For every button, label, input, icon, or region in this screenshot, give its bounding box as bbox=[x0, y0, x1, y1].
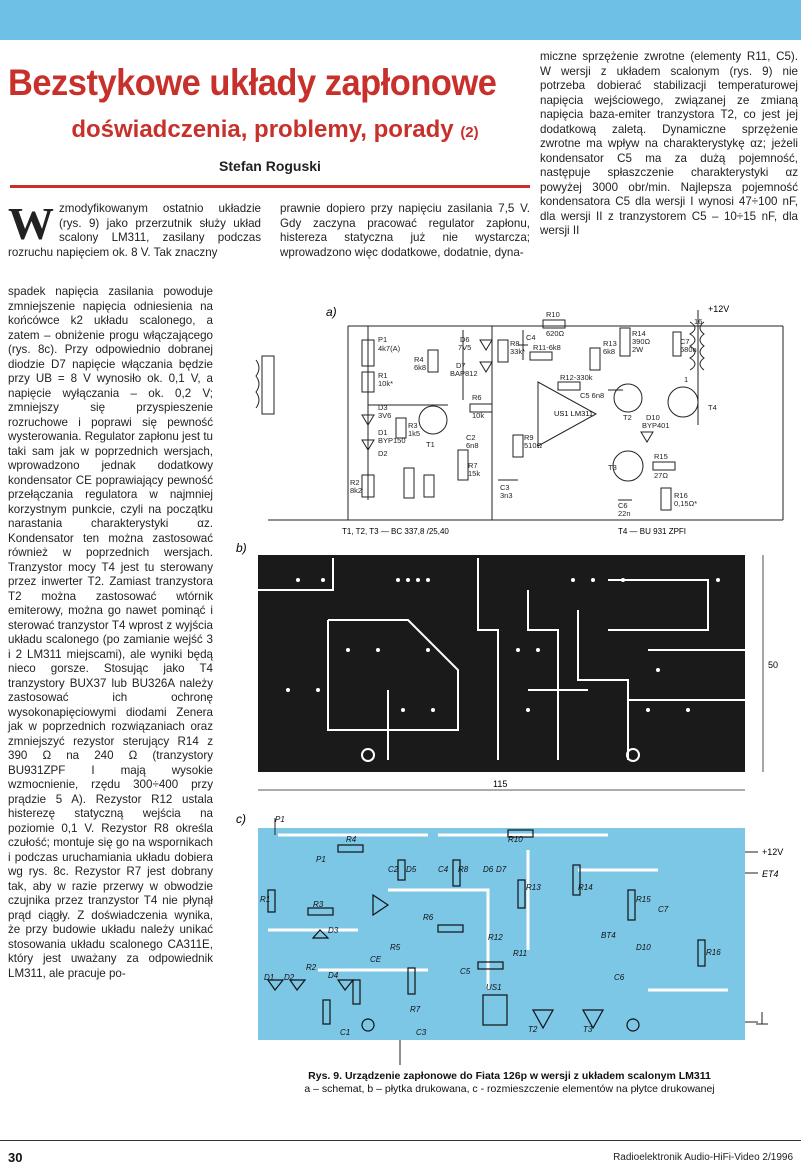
figure-svg bbox=[228, 290, 798, 1105]
svg-text:3n3: 3n3 bbox=[500, 491, 513, 500]
svg-text:8k2: 8k2 bbox=[350, 486, 363, 495]
svg-text:C2: C2 bbox=[388, 865, 399, 874]
svg-text:R13: R13 bbox=[526, 883, 541, 892]
svg-text:22n: 22n bbox=[618, 509, 631, 518]
svg-text:R3: R3 bbox=[313, 900, 324, 909]
svg-text:15k: 15k bbox=[468, 469, 481, 478]
svg-text:D5: D5 bbox=[406, 865, 417, 874]
svg-text:C5 6n8: C5 6n8 bbox=[580, 391, 605, 400]
svg-text:C3: C3 bbox=[500, 483, 510, 492]
svg-text:C3: C3 bbox=[416, 1028, 427, 1037]
label-c: c) bbox=[236, 812, 246, 826]
svg-text:CE: CE bbox=[370, 955, 382, 964]
journal-name: Radioelektronik Audio-HiFi-Video 2/1996 bbox=[613, 1152, 793, 1163]
svg-text:T4: T4 bbox=[708, 403, 717, 412]
svg-text:R5: R5 bbox=[390, 943, 401, 952]
svg-text:R12: R12 bbox=[488, 933, 503, 942]
column-1-intro bbox=[8, 198, 261, 260]
svg-text:R6: R6 bbox=[423, 913, 434, 922]
label-a: a) bbox=[326, 305, 337, 319]
svg-text:D1: D1 bbox=[378, 428, 388, 437]
page-number: 30 bbox=[8, 1150, 23, 1165]
svg-text:BYP401: BYP401 bbox=[642, 421, 670, 430]
svg-text:R4: R4 bbox=[414, 355, 424, 364]
supply-a: +12V bbox=[708, 304, 730, 314]
column-3 bbox=[540, 50, 798, 239]
author: Stefan Roguski bbox=[219, 158, 321, 174]
title-rule bbox=[10, 185, 530, 188]
svg-text:T2: T2 bbox=[623, 413, 632, 422]
svg-text:D3: D3 bbox=[378, 403, 388, 412]
subtitle-text: doświadczenia, problemy, porady bbox=[71, 116, 454, 143]
svg-text:T1: T1 bbox=[426, 440, 435, 449]
svg-text:0,15Ω*: 0,15Ω* bbox=[674, 499, 698, 508]
svg-text:2W: 2W bbox=[632, 345, 644, 354]
transistor-note-1: T1, T2, T3 — BC 337,8 /25,40 bbox=[342, 527, 449, 536]
svg-text:R16: R16 bbox=[674, 491, 688, 500]
svg-text:BAP812: BAP812 bbox=[450, 369, 478, 378]
svg-text:R8: R8 bbox=[510, 339, 520, 348]
svg-text:US1: US1 bbox=[486, 983, 502, 992]
svg-text:1: 1 bbox=[684, 375, 689, 384]
et4-label: ET4 bbox=[762, 869, 779, 879]
svg-text:7V5: 7V5 bbox=[458, 343, 472, 352]
svg-text:D6: D6 bbox=[483, 865, 494, 874]
svg-text:D1: D1 bbox=[264, 973, 275, 982]
svg-text:10k*: 10k* bbox=[378, 379, 394, 388]
svg-text:27Ω: 27Ω bbox=[654, 471, 668, 480]
dim-width: 115 bbox=[493, 779, 508, 789]
dropcap: W bbox=[8, 198, 54, 249]
svg-text:6k8: 6k8 bbox=[603, 347, 616, 356]
svg-text:P1: P1 bbox=[316, 855, 326, 864]
svg-text:6n8: 6n8 bbox=[466, 441, 479, 450]
svg-text:R7: R7 bbox=[410, 1005, 421, 1014]
footer-rule bbox=[0, 1140, 801, 1141]
svg-text:T3: T3 bbox=[608, 463, 617, 472]
svg-text:390Ω: 390Ω bbox=[632, 337, 651, 346]
column-1-body bbox=[8, 285, 213, 981]
svg-text:R11: R11 bbox=[513, 949, 528, 958]
svg-text:R1: R1 bbox=[260, 895, 271, 904]
ic-label: US1 LM311 bbox=[554, 409, 594, 418]
intro-text: zmodyfikowanym ostatnio układzie (rys. 9) jako przerzutnik służy układ scalony LM311, zasilany podczas rozruchu napięciem ok. 8 V. Tak znaczny bbox=[8, 202, 261, 259]
transistor-note-2: T4 — BU 931 ZPFI bbox=[618, 527, 687, 536]
svg-text:D2: D2 bbox=[284, 973, 295, 982]
svg-text:10k: 10k bbox=[472, 411, 485, 420]
pcb-board bbox=[258, 555, 745, 772]
svg-text:D7: D7 bbox=[456, 361, 466, 370]
svg-text:R13: R13 bbox=[603, 339, 617, 348]
figure-caption bbox=[232, 1070, 787, 1096]
svg-text:C7: C7 bbox=[658, 905, 669, 914]
svg-text:R15: R15 bbox=[654, 452, 668, 461]
svg-text:C5: C5 bbox=[460, 967, 471, 976]
svg-text:D10: D10 bbox=[636, 943, 651, 952]
svg-text:R4: R4 bbox=[346, 835, 357, 844]
svg-text:D7: D7 bbox=[496, 865, 507, 874]
svg-text:3V6: 3V6 bbox=[378, 411, 392, 420]
svg-text:510Ω: 510Ω bbox=[524, 441, 543, 450]
svg-text:C1: C1 bbox=[340, 1028, 351, 1037]
svg-text:C4: C4 bbox=[526, 333, 536, 342]
svg-text:R15: R15 bbox=[636, 895, 651, 904]
col3-text: miczne sprzężenie zwrotne (elementy R11, C5). W wersji z układem scalonym (rys. 9) nie potrzeba dobierać stabilizacji temperaturowej napięcia wejściowego, związanej ze zmianą napięcia baza-emiter tranzystora T2, co jest jej dodatkową zaletą. Dynamiczne sprzężenie zwrotne ma wpływ na charakterystykę αz; jeżeli kondensator C5 ma za dużą pojemność, następuje spłaszczenie charakterystyki αz powyżej 3000 obr/min. Najlepsza pojemność kondensatora C5 dla wersji I wynosi 47÷100 nF, dla wersji II z tranzystorem C5 – 10÷15 nF, dla wersji II bbox=[540, 50, 798, 237]
schematic-labels bbox=[350, 310, 717, 518]
svg-text:680n: 680n bbox=[680, 345, 697, 354]
svg-text:C6: C6 bbox=[614, 973, 625, 982]
svg-text:D2: D2 bbox=[378, 449, 388, 458]
svg-text:R16: R16 bbox=[706, 948, 721, 957]
svg-text:R9: R9 bbox=[524, 433, 534, 442]
svg-text:R10: R10 bbox=[508, 835, 523, 844]
svg-text:4k7(A): 4k7(A) bbox=[378, 344, 401, 353]
article-title: Bezstykowe układy zapłonowe bbox=[8, 62, 497, 103]
svg-text:16: 16 bbox=[694, 317, 703, 326]
svg-text:1k5: 1k5 bbox=[408, 429, 421, 438]
supply-c: +12V bbox=[762, 847, 784, 857]
svg-text:C7: C7 bbox=[680, 337, 690, 346]
caption-subtitle: a – schemat, b – płytka drukowana, c - rozmieszczenie elementów na płytce drukowanej bbox=[304, 1083, 715, 1095]
svg-text:R10: R10 bbox=[546, 310, 560, 319]
svg-text:D6: D6 bbox=[460, 335, 470, 344]
column-2 bbox=[280, 202, 530, 260]
svg-text:D4: D4 bbox=[328, 971, 339, 980]
svg-text:P1: P1 bbox=[275, 815, 285, 824]
svg-text:R12-330k: R12-330k bbox=[560, 373, 593, 382]
svg-text:P1: P1 bbox=[378, 335, 388, 344]
figure-9 bbox=[228, 290, 798, 1105]
svg-text:BYP150: BYP150 bbox=[378, 436, 406, 445]
article-subtitle bbox=[25, 116, 525, 144]
svg-text:R7: R7 bbox=[468, 461, 478, 470]
body-text: spadek napięcia zasilania powoduje zmniejszenie napięcia odniesienia na końcówce k2 układu scalonego, a zatem – obniżenie progu włączającego (rys. 8c). Przy odpowiednio dobranej diodzie D7 napięcie włączania będzie przy UB = 8 V wynosiło ok. 0,1 V, a napięcie wyłączania – ok. 0,2 V; zmniejszy się przyspieszenie rozruchowe i poprawi się pewność wysterowania. Regulator zapłonu jest tu taki sam jak w poprzednich wersjach, wprowadzono jednak dodatkowy kondensator CE poprawiający pewność przełączania regulatora w najmniej korzystnym punkcie, czyli na początku narastania charakterystyki αz. Kondensator ten można zastosować również w poprzednich wersjach. Tranzystor mocy T4 jest tu sterowany przez inwerter T2. Zamiast tranzystora T2 można zastosować wtórnik emiterowy, można go nawet pominąć i sterować tranzystor T4 wprost z wyjścia układu scalonego (po zamianie wejść 3 i 2 LM311 miejscami), ale wyniki będą nieco gorsze. Stosując jako T4 tranzystory BUX37 lub BU326A należy zastosować ich ochronę wysokonapięciowymi diodami Zenera jak w poprzednich rozwiązaniach oraz zmniejszyć rezystor sterujący R14 z 390 Ω na 240 Ω (tranzystory BU931ZPF I mają wysokie wzmocnienie, rzędu 300÷400 przy prądzie 5 A). Rezystor R12 ustala histerezę statyczną wejścia na poziomie 0,1 V. Rezystor R8 określa czułość; montuje się go na wspornikach i podczas uruchamiania układu dobiera wg rys. 8c. Rezystor R7 jest dobrany tak, aby w razie przerwy w obwodzie czujnika przez tranzystor T4 nie płynął prąd ciągły. Z doświadczenia wynika, że przy budowie układu należy unikać stosowania układu scalonego CA311E, który jest uważany za odpowiednik LM311, ale pracuje po- bbox=[8, 285, 213, 980]
col2-text: prawnie dopiero przy napięciu zasilania 7,5 V. Gdy zaczyna pracować regulator zapłonu, histereza statyczna już nie wystarcza; wprowadzono więc dodatkowe, dodatnie, dyna- bbox=[280, 202, 530, 259]
dim-height: 50 bbox=[768, 660, 779, 670]
svg-text:T2: T2 bbox=[528, 1025, 538, 1034]
svg-text:BT4: BT4 bbox=[601, 931, 616, 940]
svg-text:R3: R3 bbox=[408, 421, 418, 430]
label-b: b) bbox=[236, 541, 247, 555]
svg-text:R14: R14 bbox=[578, 883, 593, 892]
svg-text:620Ω: 620Ω bbox=[546, 329, 565, 338]
svg-text:D3: D3 bbox=[328, 926, 339, 935]
svg-text:R1: R1 bbox=[378, 371, 388, 380]
svg-text:33k*: 33k* bbox=[510, 347, 526, 356]
part-number: (2) bbox=[460, 124, 479, 141]
svg-text:C2: C2 bbox=[466, 433, 476, 442]
top-banner bbox=[0, 0, 801, 40]
svg-text:R11-6k8: R11-6k8 bbox=[533, 343, 561, 352]
svg-text:R14: R14 bbox=[632, 329, 646, 338]
svg-text:C6: C6 bbox=[618, 501, 628, 510]
svg-text:R2: R2 bbox=[306, 963, 317, 972]
svg-text:R6: R6 bbox=[472, 393, 482, 402]
svg-text:6k8: 6k8 bbox=[414, 363, 427, 372]
svg-text:D10: D10 bbox=[646, 413, 660, 422]
svg-text:R2: R2 bbox=[350, 478, 360, 487]
caption-title: Rys. 9. Urządzenie zapłonowe do Fiata 126p w wersji z układem scalonym LM311 bbox=[308, 1070, 711, 1082]
svg-text:R8: R8 bbox=[458, 865, 469, 874]
svg-text:T3: T3 bbox=[583, 1025, 593, 1034]
svg-text:C4: C4 bbox=[438, 865, 449, 874]
